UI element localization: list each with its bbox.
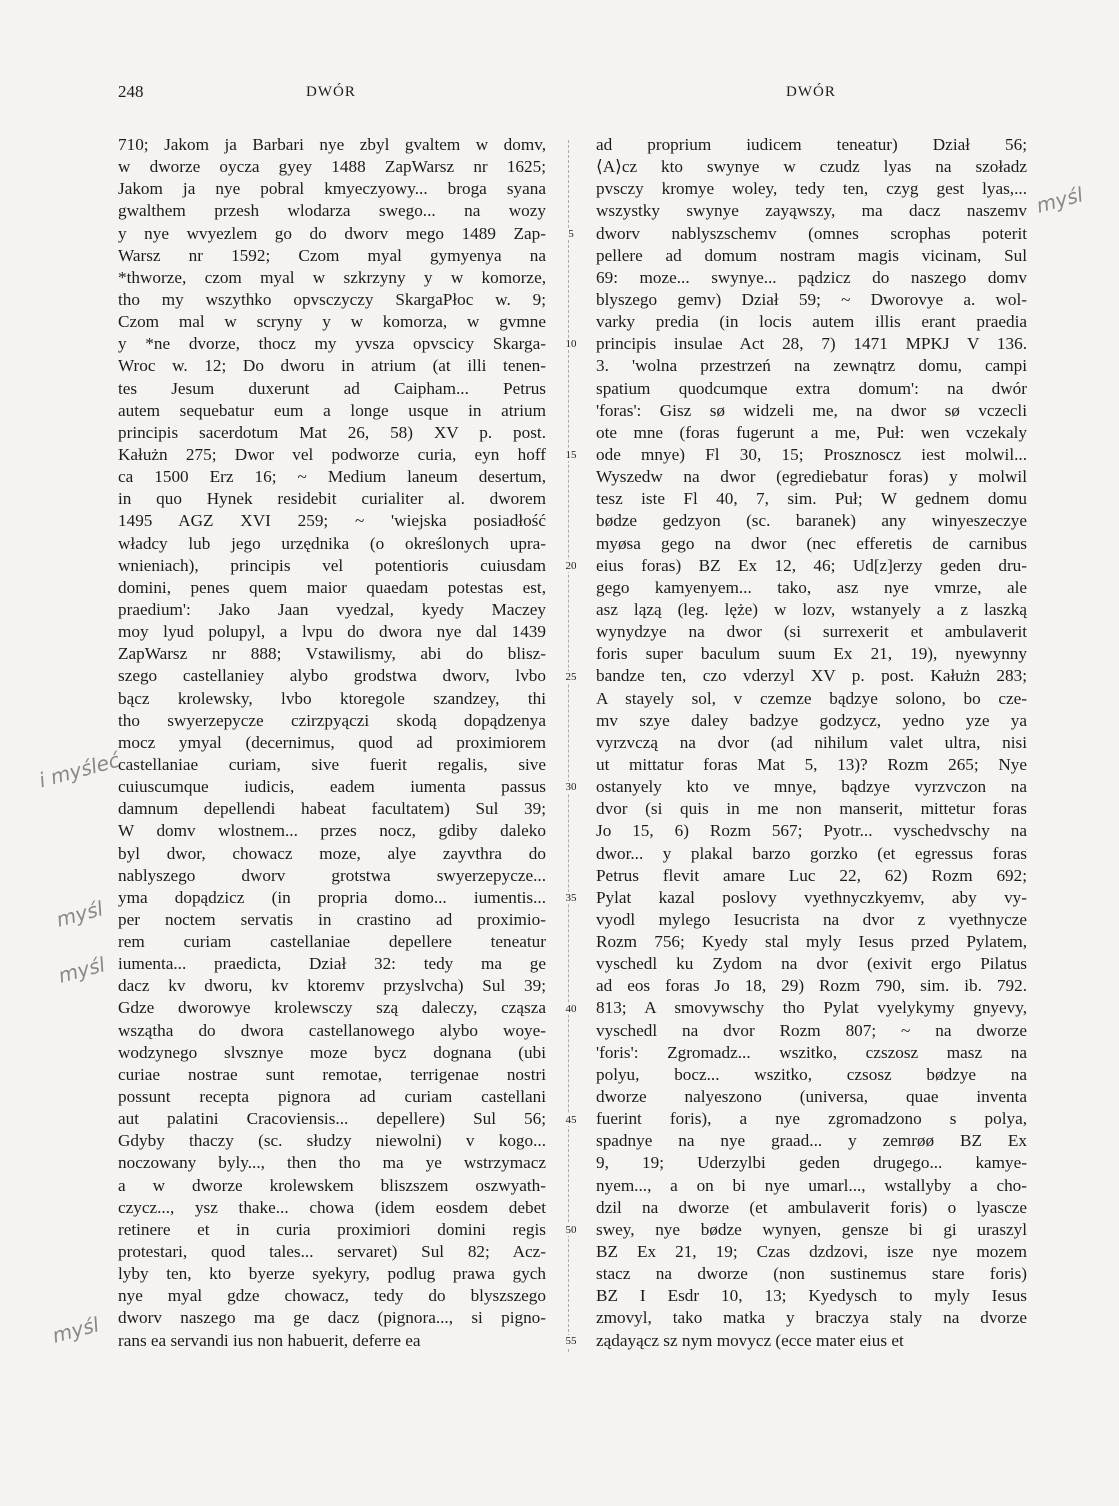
text-line: Gdze dworowye krolewsczy szą daleczy, cząsza bbox=[118, 998, 546, 1018]
text-line: bandze ten, czo vderzyl XV p. post. Kałużn 283; bbox=[596, 666, 1027, 686]
line-number: 25 bbox=[560, 671, 582, 683]
line-number: 55 bbox=[560, 1335, 582, 1347]
text-line: pvsczy kromye woley, tedy ten, czyg gest lyas,... bbox=[596, 179, 1027, 199]
text-line: lyby ten, kto byerze syekyry, podlug prawa gych bbox=[118, 1264, 546, 1284]
text-line: Gdyby thaczy (sc. słudzy niewolni) v kogo... bbox=[118, 1131, 546, 1151]
text-line: dworv naszego ma ge dacz (pignora..., si pigno- bbox=[118, 1308, 546, 1328]
text-line: 69: moze... swynye... pądzicz do naszego domv bbox=[596, 267, 1027, 287]
text-line: władcy lub jego urzędnika (o określonych upra- bbox=[118, 533, 546, 553]
text-line: protestari, quod tales... servaret) Sul 82; Acz- bbox=[118, 1242, 546, 1262]
text-line: wszątha do dwora castellanowego alybo woye- bbox=[118, 1020, 546, 1040]
text-line: ode mnye) Fl 30, 15; Prosznoscz iest molwil... bbox=[596, 444, 1027, 464]
text-line: bącz krolewsky, lvbo ktoregole szandzey, thi bbox=[118, 688, 546, 708]
text-line: 813; A smovywschy tho Pylat vyelykymy gnyevy, bbox=[596, 998, 1027, 1018]
text-line: fuerint foris), a nye zgromadzono s polya, bbox=[596, 1109, 1027, 1129]
text-line: mocz ymyal (decernimus, quod ad proximiorem bbox=[118, 732, 546, 752]
page-number: 248 bbox=[118, 82, 144, 101]
line-number: 45 bbox=[560, 1114, 582, 1126]
line-number: 30 bbox=[560, 781, 582, 793]
text-line: ad proprium iudicem teneatur) Dział 56; bbox=[596, 135, 1027, 154]
text-line: blyszego gemv) Dział 59; ~ Dworovye a. wol- bbox=[596, 289, 1027, 309]
margin-note: myśl bbox=[55, 952, 108, 988]
text-line: rans ea servandi ius non habuerit, deferre ea bbox=[118, 1330, 421, 1350]
text-line: mv szye daley badzye godzycz, yedno yze ya bbox=[596, 710, 1027, 730]
text-line: stacz na dworze (non sustinemus stare foris) bbox=[596, 1264, 1027, 1284]
text-line: ządayącz sz nym movycz (ecce mater eius et bbox=[596, 1330, 904, 1350]
text-line: pellere ad domum nostram magis vicinam, Sul bbox=[596, 245, 1027, 265]
line-number: 20 bbox=[560, 560, 582, 572]
text-line: a w dworze krolewskem bliszszem oszwyath- bbox=[118, 1175, 546, 1195]
text-line: Rozm 756; Kyedy stal myly Iesus przed Pylatem, bbox=[596, 932, 1027, 952]
margin-note: myśl bbox=[1033, 182, 1086, 218]
page-header bbox=[0, 82, 1119, 112]
text-line: possunt recepta pignora ad curiam castellani bbox=[118, 1087, 546, 1107]
text-line: Jakom ja nye pobral kmyeczyowy... broga syana bbox=[118, 179, 546, 199]
text-line: gwalthem przesh wlodarza swego... na wozy bbox=[118, 201, 546, 221]
text-line: w dworze oycza gyey 1488 ZapWarsz nr 1625; bbox=[118, 157, 546, 177]
text-line: nye myal gdze chowacz, tedy do blyszszego bbox=[118, 1286, 546, 1306]
text-line: castellaniae curiam, sive fuerit regalis, sive bbox=[118, 754, 546, 774]
text-line: 9, 19; Uderzylbi geden drugego... kamye- bbox=[596, 1153, 1027, 1173]
text-line: cuiuscumque iudicis, eadem iumenta passus bbox=[118, 777, 546, 797]
text-line: vyodl mylego Iesucrista na dvor z vyethnycze bbox=[596, 909, 1027, 929]
text-line: wnieniach), principis vel potentioris cuiusdam bbox=[118, 555, 546, 575]
text-line: damnum depellendi habeat facultatem) Sul 39; bbox=[118, 799, 546, 819]
text-line: Pylat kazal poslovy vyethnyczkyemv, aby vy- bbox=[596, 887, 1027, 907]
text-line: eius foras) BZ Ex 12, 46; Ud[z]erzy geden dru- bbox=[596, 555, 1027, 575]
right-column bbox=[596, 134, 1027, 1352]
text-line: spatium quodcumque extra domum': na dwór bbox=[596, 378, 1027, 398]
margin-note: myśl bbox=[49, 1312, 102, 1348]
text-line: szego castellaniey alybo grodstwa dworv, lvbo bbox=[118, 666, 546, 686]
text-line: iumenta... praedicta, Dział 32: tedy ma ge bbox=[118, 954, 546, 974]
text-line: varky predia (in locis autem illis erant praedia bbox=[596, 312, 1027, 332]
text-line: rem curiam castellaniae depellere teneatur bbox=[118, 932, 546, 952]
text-line: Wyszedw na dwor (egrediebatur foras) y molwil bbox=[596, 467, 1027, 487]
text-line: Petrus flevit amare Luc 22, 62) Rozm 692; bbox=[596, 865, 1027, 885]
text-line: W domv wlostnem... przes nocz, gdiby daleko bbox=[118, 821, 546, 841]
text-line: dwor... y plakal barzo gorzko (et egressus foras bbox=[596, 843, 1027, 863]
text-line: Jo 15, 6) Rozm 567; Pyotr... vyschedvschy na bbox=[596, 821, 1027, 841]
text-line: ad eos foras Jo 18, 29) Rozm 790, sim. ib. 792. bbox=[596, 976, 1027, 996]
text-line: principis insulae Act 28, 7) 1471 MPKJ V 136. bbox=[596, 334, 1027, 354]
text-line: tho my wszythko opvsczyczy SkargaPłoc w. 9; bbox=[118, 289, 546, 309]
line-number: 50 bbox=[560, 1224, 582, 1236]
text-line: 3. 'wolna przestrzeń na zewnątrz domu, campi bbox=[596, 356, 1027, 376]
text-line: BZ Ex 21, 19; Czas dzdzovi, isze nye mozem bbox=[596, 1242, 1027, 1262]
text-line: 1495 AGZ XVI 259; ~ 'wiejska posiadłość bbox=[118, 511, 546, 531]
text-line: nablyszego dworv grotstwa swyerzepycze... bbox=[118, 865, 546, 885]
text-line: praedium': Jako Jaan vyedzal, kyedy Maczey bbox=[118, 599, 546, 619]
text-line: polyu, bocz... wszitko, czsosz bødzye na bbox=[596, 1064, 1027, 1084]
text-line: swey, nye bødze wynyen, gensze bi gi uraszyl bbox=[596, 1219, 1027, 1239]
left-column bbox=[118, 134, 546, 1352]
text-line: moy lyud polupyl, a lvpu do dwora nye dal 1439 bbox=[118, 622, 546, 642]
text-line: dzil na dworze (et ambulaverit foris) o lyascze bbox=[596, 1197, 1027, 1217]
text-line: ote mne (foras fugerunt a me, Puł: wen vczekaly bbox=[596, 422, 1027, 442]
text-line: Czom mal w scryny y w komorza, w gvmne bbox=[118, 312, 546, 332]
text-line: 'foris': Zgromadz... wszitko, czszosz masz na bbox=[596, 1042, 1027, 1062]
running-head-left: DWÓR bbox=[306, 84, 356, 100]
text-line: ut mittatur foras Mat 5, 13)? Rozm 265; Nye bbox=[596, 754, 1027, 774]
text-line: vyrzvczą na dvor (ad nihilum valet ultra, nisi bbox=[596, 732, 1027, 752]
text-line: per noctem servatis in crastino ad proximio- bbox=[118, 909, 546, 929]
text-line: y nye wvyezlem go do dworv mego 1489 Zap- bbox=[118, 223, 546, 243]
text-line: wynydzye na dwor (si surrexerit et ambulaverit bbox=[596, 622, 1027, 642]
text-line: 'foras': Gisz sø widzeli me, na dwor sø vczecli bbox=[596, 400, 1027, 420]
text-line: domini, penes quem maior quaedam potestas est, bbox=[118, 577, 546, 597]
text-line: ZapWarsz nr 888; Vstawilismy, abi do blisz- bbox=[118, 644, 546, 664]
text-line: 710; Jakom ja Barbari nye zbyl gvaltem w domv, bbox=[118, 135, 546, 154]
text-line: tes Jesum duxerunt ad Caipham... Petrus bbox=[118, 378, 546, 398]
text-line: myøsa gego na dwor (nec efferetis de carnibus bbox=[596, 533, 1027, 553]
text-line: retinere et in curia proximiori domini regis bbox=[118, 1219, 546, 1239]
margin-note: i myśleć bbox=[36, 747, 123, 793]
line-number: 15 bbox=[560, 449, 582, 461]
text-line: wszystky swynye zayąwszy, ma dacz naszemv bbox=[596, 201, 1027, 221]
line-number: 5 bbox=[560, 228, 582, 240]
column-divider bbox=[568, 140, 570, 1352]
text-line: zmovyl, tako matka y braczya staly na dvorze bbox=[596, 1308, 1027, 1328]
line-number: 40 bbox=[560, 1003, 582, 1015]
text-line: ostanyely kto ve mnye, bądzye vyrzvczon na bbox=[596, 777, 1027, 797]
text-line: tho swyerzepycze czirzpyączi skodą dopądzenya bbox=[118, 710, 546, 730]
text-line: dworv nablyszschemv (omnes scrophas poterit bbox=[596, 223, 1027, 243]
text-line: A stayely sol, v czemze bądzye solono, bo cze- bbox=[596, 688, 1027, 708]
text-line: Warsz nr 1592; Czom myal gymyenya na bbox=[118, 245, 546, 265]
text-line: noczowany byly..., then tho ma ye wstrzymacz bbox=[118, 1153, 546, 1173]
text-line: byl dwor, chowacz moze, alye zayvthra do bbox=[118, 843, 546, 863]
text-line: czycz..., ysz thake... chowa (idem eosdem debet bbox=[118, 1197, 546, 1217]
text-line: aut palatini Cracoviensis... depellere) Sul 56; bbox=[118, 1109, 546, 1129]
text-line: gego kamyenyem... tako, asz nye vmrze, ale bbox=[596, 577, 1027, 597]
text-line: asz lązą (leg. lęże) w lozv, wstanyely a z laszką bbox=[596, 599, 1027, 619]
text-line: BZ I Esdr 10, 13; Kyedysch to myly Iesus bbox=[596, 1286, 1027, 1306]
text-line: *thworze, czom myal w szkrzyny y w komorze, bbox=[118, 267, 546, 287]
text-line: autem sequebatur eum a longe usque in atrium bbox=[118, 400, 546, 420]
running-head-right: DWÓR bbox=[786, 84, 836, 100]
margin-note: myśl bbox=[53, 896, 106, 932]
text-line: nyem..., a on bi nye umarl..., wstallyby a cho- bbox=[596, 1175, 1027, 1195]
text-line: foris super baculum suum Ex 21, 19), nyewynny bbox=[596, 644, 1027, 664]
text-line: Kałużn 275; Dwor vel podworze curia, eyn hoff bbox=[118, 444, 546, 464]
line-number: 35 bbox=[560, 892, 582, 904]
text-line: ca 1500 Erz 16; ~ Medium laneum desertum, bbox=[118, 467, 546, 487]
text-line: y *ne dvorze, thocz my yvsza opvscicy Skarga- bbox=[118, 334, 546, 354]
text-line: vyschedl na dvor Rozm 807; ~ na dworze bbox=[596, 1020, 1027, 1040]
text-line: yma dopądzicz (in propria domo... iumentis... bbox=[118, 887, 546, 907]
line-number: 10 bbox=[560, 338, 582, 350]
text-line: principis sacerdotum Mat 26, 58) XV p. post. bbox=[118, 422, 546, 442]
text-line: spadnye na nye graad... y zemrøø BZ Ex bbox=[596, 1131, 1027, 1151]
text-line: Wroc w. 12; Do dworu in atrium (at illi tenen- bbox=[118, 356, 546, 376]
text-line: in quo Hynek residebit curialiter al. dworem bbox=[118, 489, 546, 509]
text-line: curiae nostrae sunt remotae, terrigenae nostri bbox=[118, 1064, 546, 1084]
text-line: ⟨A⟩cz kto swynye w czudz lyas na szoładz bbox=[596, 157, 1027, 177]
text-line: wodzynego slvsznye moze bycz dognana (ubi bbox=[118, 1042, 546, 1062]
text-line: vyschedl ku Zydom na dvor (exivit ergo Pilatus bbox=[596, 954, 1027, 974]
text-line: bødze gedzyon (sc. baranek) any winyeszeczye bbox=[596, 511, 1027, 531]
text-line: dworze nalyeszono (universa, quae inventa bbox=[596, 1087, 1027, 1107]
text-line: tesz iste Fl 40, 7, sim. Puł; W gednem domu bbox=[596, 489, 1027, 509]
text-line: dacz kv dworu, kv ktoremv przyslvcha) Sul 39; bbox=[118, 976, 546, 996]
text-line: dvor (si quis in me non manserit, mittetur foras bbox=[596, 799, 1027, 819]
